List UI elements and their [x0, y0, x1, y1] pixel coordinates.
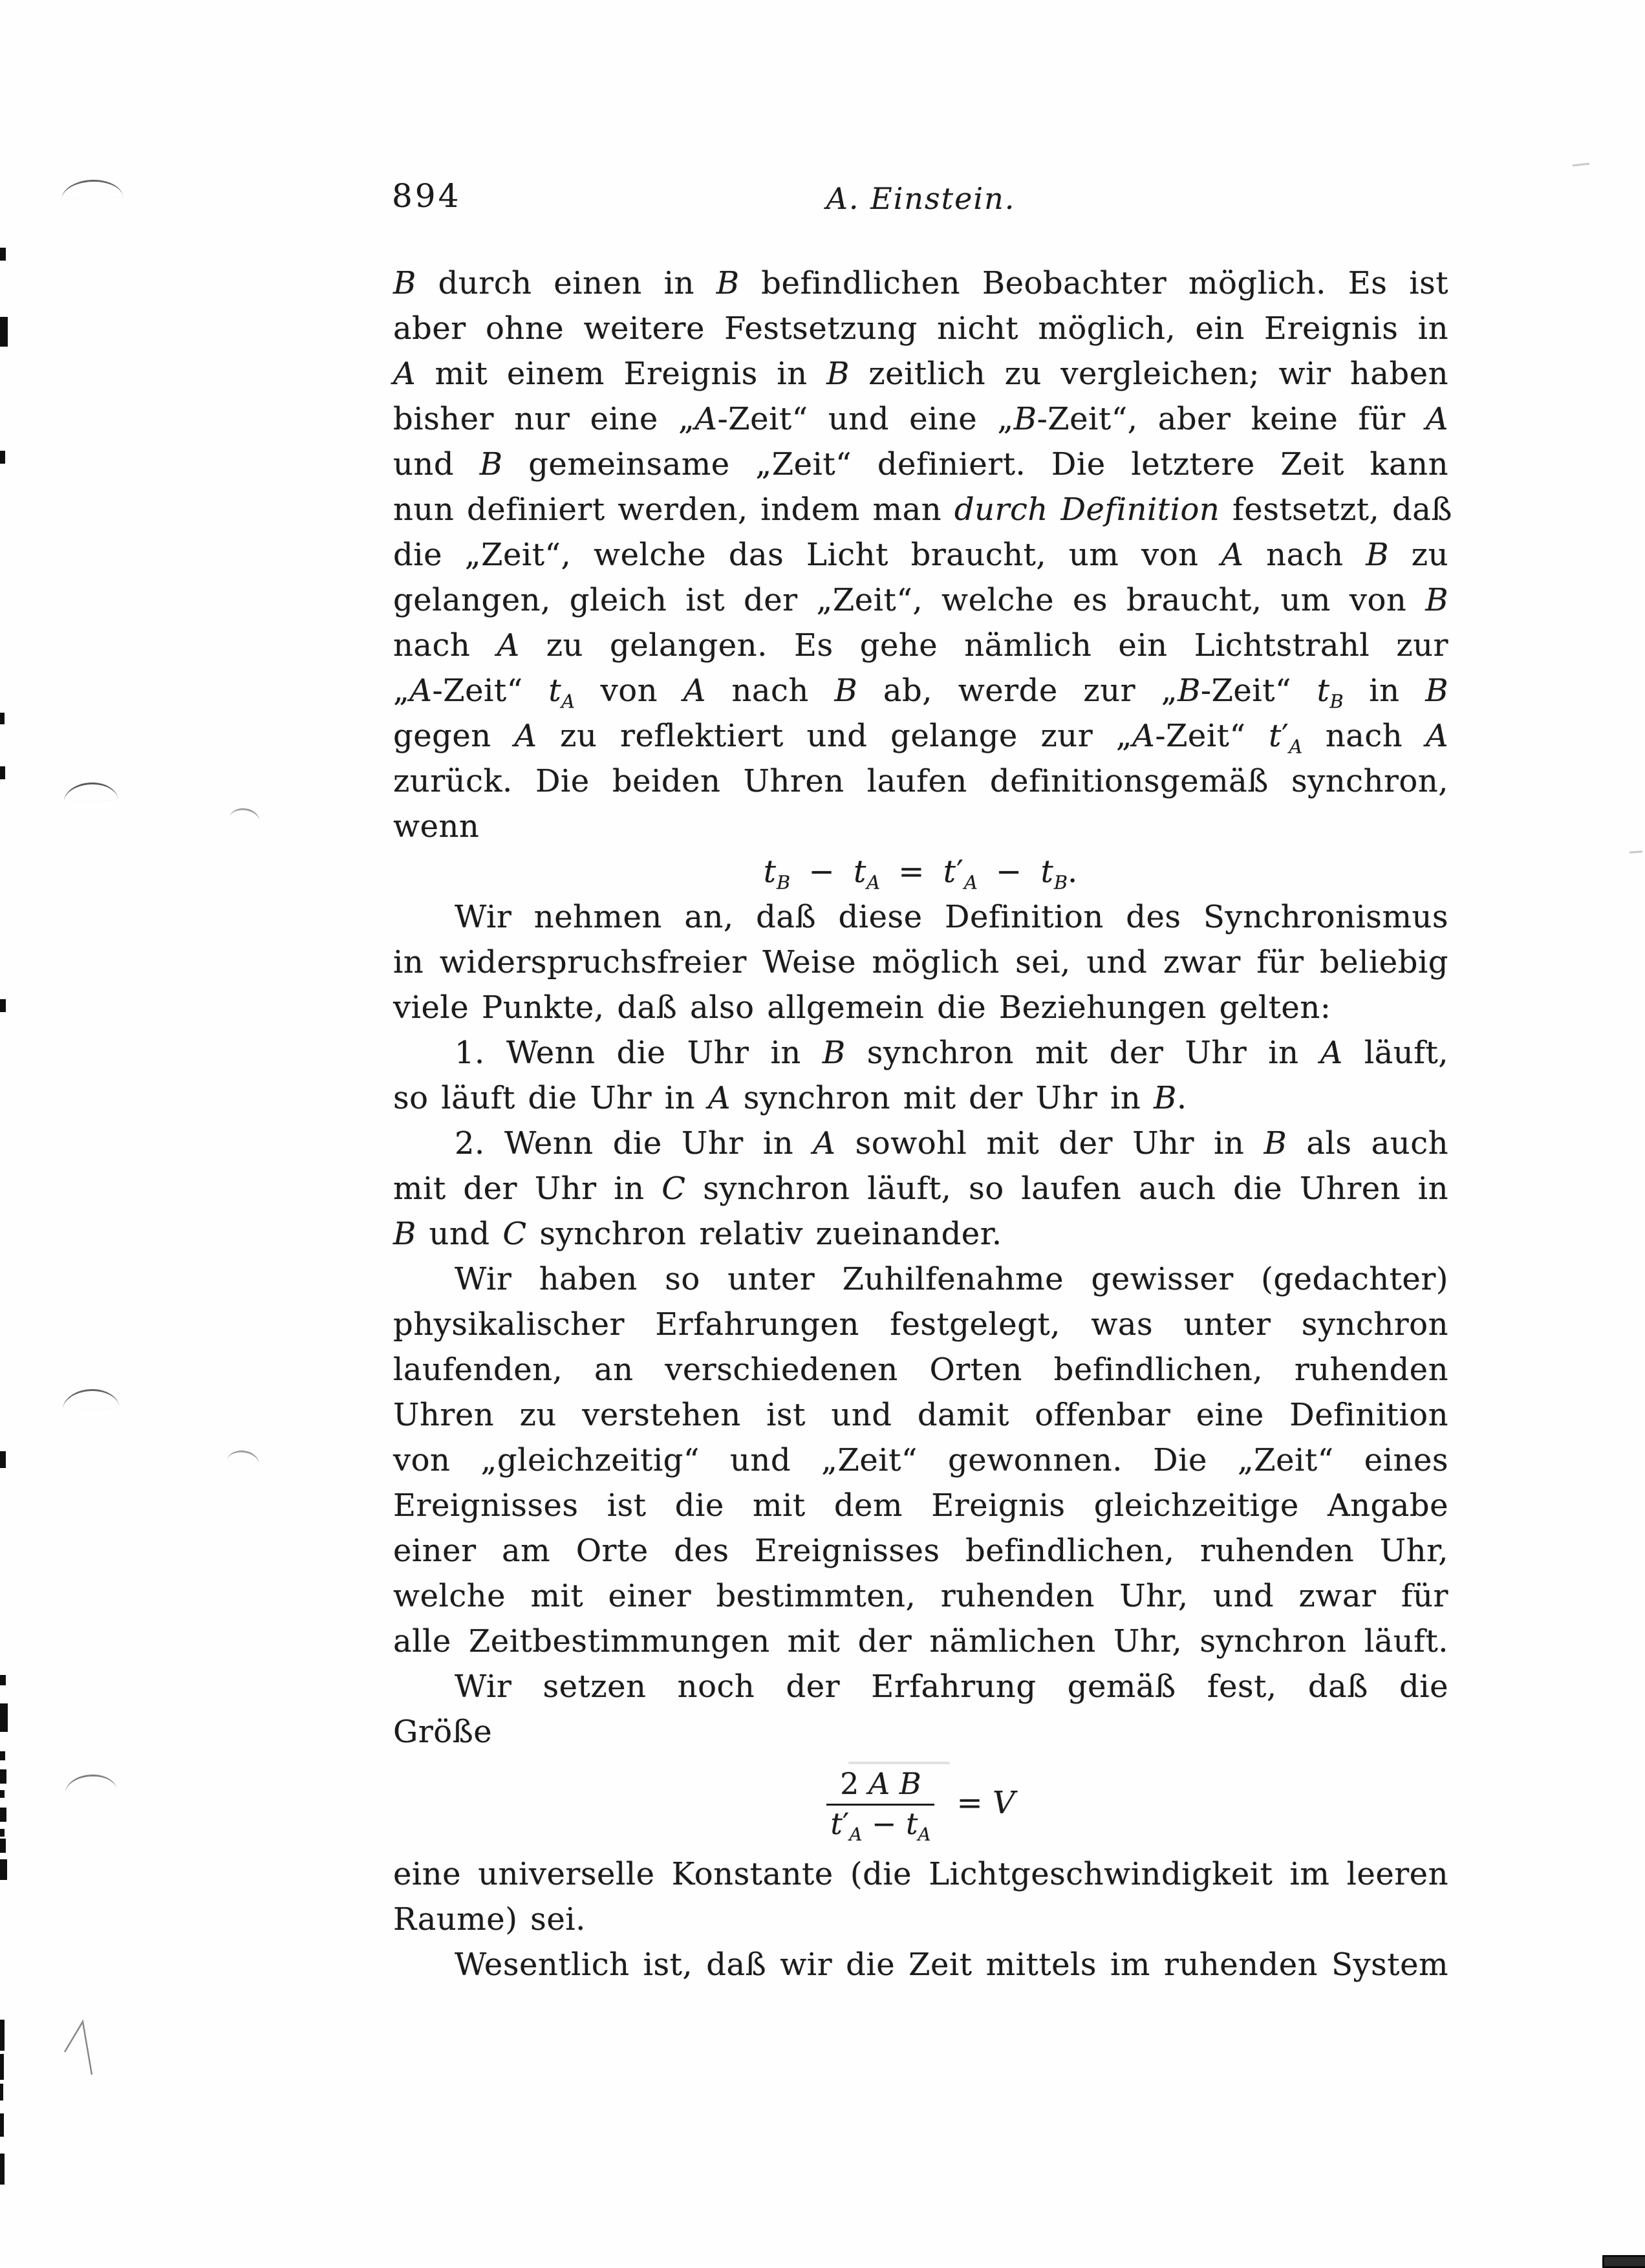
text-line: Raume) sei.	[393, 1901, 586, 1938]
scan-edge-mark	[0, 1859, 7, 1880]
text-line: bisher nur eine „A-Zeit“ und eine „B-Zeit“, aber keine für A	[393, 401, 1448, 437]
text-line: einer am Orte des Ereignisses befindlichen, ruhenden Uhr,	[393, 1533, 1448, 1569]
scan-edge-mark	[0, 2054, 4, 2080]
scan-edge-mark	[0, 1769, 6, 1784]
text-line: alle Zeitbestimmungen mit der nämlichen Uhr, synchron läuft.	[393, 1623, 1448, 1659]
text-line: gegen A zu reflektiert und gelange zur „A-Zeit“ $t'_A$ nach A	[393, 718, 1448, 758]
text-line: zurück. Die beiden Uhren laufen definitionsgemäß synchron,	[393, 763, 1448, 799]
scan-dash-mark	[1629, 850, 1642, 853]
scan-arc-mark	[227, 1449, 261, 1465]
text-line: 1. Wenn die Uhr in B synchron mit der Uhr in A läuft,	[455, 1035, 1449, 1071]
text-line: viele Punkte, daß also allgemein die Beziehungen gelten:	[393, 989, 1331, 1026]
text-line: 2. Wenn die Uhr in A sowohl mit der Uhr in B als auch	[455, 1125, 1449, 1161]
scan-edge-mark	[0, 766, 5, 779]
scan-edge-mark	[0, 248, 6, 261]
scan-edge-mark	[0, 2154, 5, 2185]
scan-edge-mark	[0, 1808, 6, 1822]
text-line: so läuft die Uhr in A synchron mit der Uhr in B.	[393, 1080, 1187, 1116]
scan-arc-mark	[61, 178, 124, 199]
page-number: 894	[392, 177, 462, 215]
scan-edge-mark	[0, 2020, 5, 2051]
text-line: Größe	[393, 1714, 493, 1750]
text-line: die „Zeit“, welche das Licht braucht, um von A nach B zu	[393, 537, 1448, 573]
text-line: welche mit einer bestimmten, ruhenden Uhr, und zwar für	[393, 1578, 1448, 1614]
scan-smudge	[848, 1762, 950, 1764]
scan-edge-mark	[0, 713, 5, 724]
scan-dash-mark	[1573, 163, 1589, 167]
scan-edge-mark	[0, 1703, 8, 1732]
equation-display: $t_B - t_A = t'_A - t_B$.	[763, 854, 1079, 894]
text-line: Wesentlich ist, daß wir die Zeit mittels im ruhenden System	[455, 1947, 1448, 1983]
scan-arc-mark	[64, 1773, 117, 1794]
scan-edge-mark	[0, 1751, 5, 1760]
text-line: aber ohne weitere Festsetzung nicht möglich, ein Ereignis in	[393, 310, 1448, 347]
scan-edge-mark	[0, 2113, 4, 2137]
equation-display-fraction	[393, 1755, 1448, 1852]
scan-corner-block	[1602, 2255, 1645, 2268]
fraction-denominator: $t'_A - t_A$	[830, 1806, 931, 1845]
text-line: Wir setzen noch der Erfahrung gemäß fest, daß die	[455, 1669, 1448, 1705]
scan-edge-mark	[0, 1675, 6, 1685]
text-line: eine universelle Konstante (die Lichtgeschwindigkeit im leeren	[393, 1856, 1448, 1892]
text-line: Wir haben so unter Zuhilfenahme gewisser (gedachter)	[455, 1261, 1448, 1297]
text-line: laufenden, an verschiedenen Orten befindlichen, ruhenden	[393, 1352, 1448, 1388]
text-line: nun definiert werden, indem man durch Definition festsetzt, daß	[393, 491, 1452, 528]
text-block	[393, 261, 1452, 1987]
scan-caret-mark	[58, 2016, 110, 2081]
text-line: Wir nehmen an, daß diese Definition des Synchronismus	[455, 899, 1448, 935]
text-line: von „gleichzeitig“ und „Zeit“ gewonnen. Die „Zeit“ eines	[393, 1442, 1448, 1478]
text-line: nach A zu gelangen. Es gehe nämlich ein Lichtstrahl zur	[393, 627, 1448, 664]
scan-edge-mark	[0, 1829, 5, 1837]
scan-edge-mark	[0, 317, 8, 347]
equation-rhs: = V	[956, 1785, 1015, 1821]
text-line: in widerspruchsfreier Weise möglich sei, und zwar für beliebig	[393, 944, 1448, 980]
scan-edge-mark	[0, 999, 6, 1012]
text-line: physikalischer Erfahrungen festgelegt, was unter synchron	[393, 1306, 1448, 1343]
scan-edge-mark	[0, 1451, 6, 1468]
text-line: gelangen, gleich ist der „Zeit“, welche es braucht, um von B	[393, 582, 1448, 618]
text-line: Uhren zu verstehen ist und damit offenbar eine Definition	[393, 1397, 1448, 1433]
text-line: wenn	[393, 808, 480, 845]
text-line: „A-Zeit“ $t_A$ von A nach B ab, werde zur „B-Zeit“ $t_B$ in B	[393, 673, 1448, 713]
fraction-numerator: 2 A B	[840, 1766, 921, 1802]
text-line: B durch einen in B befindlichen Beobachter möglich. Es ist	[393, 265, 1448, 301]
text-line: B und C synchron relativ zueinander.	[393, 1216, 1002, 1252]
running-head-author: A. Einstein.	[826, 181, 1016, 216]
scan-edge-mark	[0, 1839, 6, 1853]
text-line: A mit einem Ereignis in B zeitlich zu vergleichen; wir haben	[393, 356, 1449, 392]
text-line: und B gemeinsame „Zeit“ definiert. Die letztere Zeit kann	[393, 446, 1448, 482]
scan-edge-mark	[0, 451, 5, 464]
text-line: mit der Uhr in C synchron läuft, so laufen auch die Uhren in	[393, 1171, 1449, 1207]
text-line: Ereignisses ist die mit dem Ereignis gleichzeitige Angabe	[393, 1487, 1448, 1524]
scan-edge-mark	[0, 1790, 5, 1798]
scan-edge-mark	[0, 2084, 3, 2101]
fraction-bar	[826, 1804, 934, 1806]
scan-arc-mark	[230, 806, 261, 821]
scan-arc-mark	[61, 1388, 120, 1411]
scan-arc-mark	[63, 781, 118, 803]
fraction	[826, 1762, 934, 1844]
